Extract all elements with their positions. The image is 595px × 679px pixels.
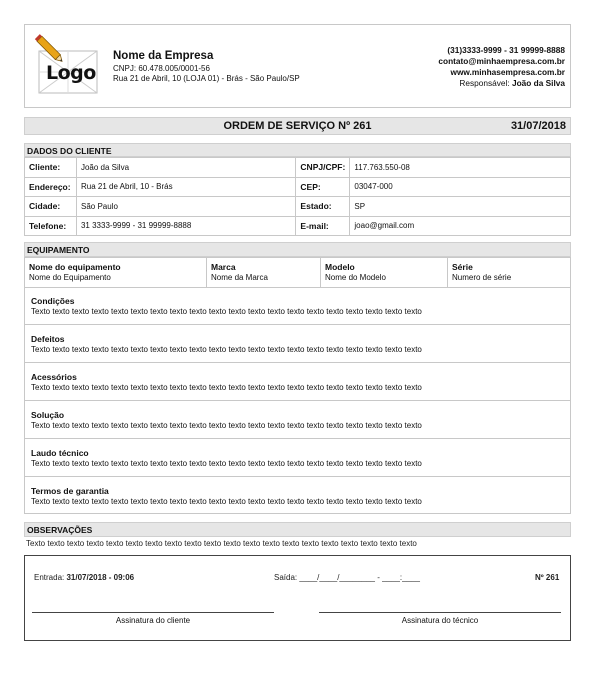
tech-signature-line[interactable]	[319, 612, 561, 613]
equipment-name-value: Nome do Equipamento	[29, 273, 111, 282]
observations-section-title: OBSERVAÇÕES	[27, 525, 93, 535]
company-cnpj: CNPJ: 60.478.005/0001-56	[113, 64, 210, 73]
client-value: Rua 21 de Abril, 10 - Brás	[76, 177, 295, 197]
client-label: Telefone:	[25, 216, 77, 236]
equipment-section-title: EQUIPAMENTO	[27, 245, 90, 255]
client-value: 117.763.550-08	[350, 158, 571, 178]
company-website[interactable]: www.minhasempresa.com.br	[450, 67, 565, 77]
client-section-title: DADOS DO CLIENTE	[27, 146, 112, 156]
observations-text: Texto texto texto texto texto texto texto texto texto texto texto texto texto texto texto texto texto texto texto texto	[26, 539, 417, 548]
equipment-name-header: Nome do equipamento	[29, 262, 121, 272]
table-row	[25, 177, 571, 197]
company-name: Nome da Empresa	[113, 50, 214, 62]
logo-text: Logo	[46, 62, 96, 84]
entry-field	[34, 573, 134, 582]
defects-title: Defeitos	[31, 334, 65, 344]
company-header	[24, 24, 571, 108]
exit-field	[274, 573, 420, 582]
company-phone: (31)3333-9999 - 31 99999-8888	[447, 45, 565, 55]
client-signature-line[interactable]	[32, 612, 274, 613]
warranty-title: Termos de garantia	[31, 486, 109, 496]
table-row	[25, 216, 571, 236]
defects-text: Texto texto texto texto texto texto texto texto texto texto texto texto texto texto texto texto texto texto texto texto	[31, 345, 422, 354]
signature-box	[24, 555, 571, 641]
client-label: Estado:	[296, 197, 350, 217]
solution-text: Texto texto texto texto texto texto texto texto texto texto texto texto texto texto texto texto texto texto texto texto	[31, 421, 422, 430]
tech-signature-label: Assinatura do técnico	[401, 616, 479, 625]
equipment-serial-value: Numero de série	[452, 273, 512, 282]
company-responsible	[459, 78, 565, 88]
client-section-header	[24, 143, 571, 157]
entry-label: Entrada:	[34, 573, 65, 582]
equipment-model-value: Nome do Modelo	[325, 273, 386, 282]
table-row	[25, 197, 571, 217]
equipment-brand-value: Nome da Marca	[211, 273, 268, 282]
responsible-label: Responsável:	[459, 78, 510, 88]
observations-section-header	[24, 522, 571, 537]
responsible-name: João da Silva	[511, 78, 565, 88]
equipment-section-header	[24, 242, 571, 257]
order-title: ORDEM DE SERVIÇO Nº 261	[223, 120, 372, 132]
client-value: São Paulo	[76, 197, 295, 217]
client-label: E-mail:	[296, 216, 350, 236]
exit-label: Saída:	[274, 573, 298, 582]
client-value: 03047-000	[350, 177, 571, 197]
equipment-brand-header: Marca	[211, 262, 236, 272]
client-value: 31 3333-9999 - 31 99999-8888	[76, 216, 295, 236]
order-title-bar	[24, 117, 571, 135]
exit-value[interactable]: ____/____/________ - ____:____	[299, 573, 420, 582]
conditions-text: Texto texto texto texto texto texto texto texto texto texto texto texto texto texto texto texto texto texto texto texto	[31, 307, 422, 316]
equipment-model-header: Modelo	[325, 262, 355, 272]
technical-report-title: Laudo técnico	[31, 448, 89, 458]
company-address: Rua 21 de Abril, 10 (LOJA 01) - Brás - São Paulo/SP	[113, 74, 300, 83]
warranty-text: Texto texto texto texto texto texto texto texto texto texto texto texto texto texto texto texto texto texto texto texto	[31, 497, 422, 506]
table-row	[25, 158, 571, 178]
order-date: 31/07/2018	[510, 120, 566, 132]
accessories-text: Texto texto texto texto texto texto texto texto texto texto texto texto texto texto texto texto texto texto texto texto	[31, 383, 422, 392]
conditions-title: Condições	[31, 296, 75, 306]
equipment-serial-header: Série	[452, 262, 473, 272]
client-value: João da Silva	[76, 158, 295, 178]
entry-value: 31/07/2018 - 09:06	[66, 573, 135, 582]
client-label: Endereço:	[25, 177, 77, 197]
client-label: Cliente:	[25, 158, 77, 178]
company-logo	[33, 33, 101, 97]
company-email[interactable]: contato@minhaempresa.com.br	[438, 56, 565, 66]
technical-report-text: Texto texto texto texto texto texto texto texto texto texto texto texto texto texto texto texto texto texto texto texto	[31, 459, 422, 468]
client-signature-label: Assinatura do cliente	[115, 616, 191, 625]
accessories-title: Acessórios	[31, 372, 77, 382]
footer-order-number: Nº 261	[535, 573, 560, 582]
client-label: CEP:	[296, 177, 350, 197]
client-value[interactable]: joao@gmail.com	[350, 216, 571, 236]
client-table	[24, 157, 571, 236]
solution-title: Solução	[31, 410, 65, 420]
client-value: SP	[350, 197, 571, 217]
client-label: Cidade:	[25, 197, 77, 217]
client-label: CNPJ/CPF:	[296, 158, 350, 178]
